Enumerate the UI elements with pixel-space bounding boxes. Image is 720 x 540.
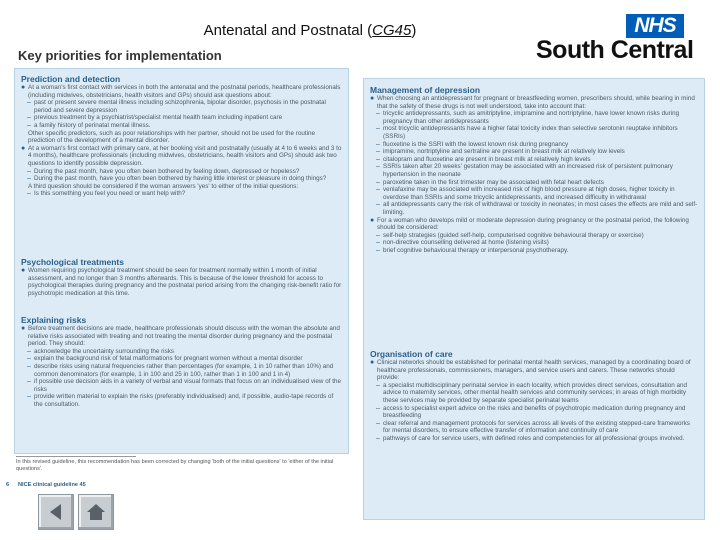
bullet-list xyxy=(21,267,342,297)
section-title: Organisation of care xyxy=(370,349,453,359)
list-item-text: past or present severe mental illness including schizophrenia, bipolar disorder, psychosis in the postnatal period and severe depression xyxy=(34,99,326,114)
section-title: Psychological treatments xyxy=(21,257,124,267)
bullet-icon: ● xyxy=(21,84,26,91)
dash-icon: – xyxy=(376,155,380,163)
list-item xyxy=(28,99,342,114)
list-item xyxy=(377,247,698,255)
footnote: In this revised guideline, this recommendation has been corrected by changing 'both of the initial questions' to 'either of the initial questions'. xyxy=(16,459,334,472)
list-item xyxy=(377,163,698,178)
dash-icon: – xyxy=(376,239,380,247)
list-item xyxy=(370,359,698,382)
bullet-list xyxy=(21,84,342,198)
list-item-text: describe risks using natural frequencies rather than percentages (for example, 1 in 10 rather than 10%) and common denominators (for example, 1 in 100 and 25 in 100, rather than 1 in 100 and 1 in 4) xyxy=(34,362,334,378)
list-item-text: if possible use decision aids in a variety of verbal and visual formats that focus on an individualised view of the risks xyxy=(34,378,341,393)
list-item xyxy=(377,420,698,435)
list-item xyxy=(377,148,698,156)
list-item xyxy=(377,110,698,125)
dash-icon: – xyxy=(27,99,31,107)
home-icon xyxy=(86,502,106,522)
list-item xyxy=(377,405,698,420)
bullet-icon: ● xyxy=(370,95,375,102)
list-item-text: provide written material to explain the risks (preferably individualised) and, if possible, audio-tape records of the consultation. xyxy=(34,393,334,408)
list-item xyxy=(28,393,342,408)
nhs-logo: NHS xyxy=(626,14,684,38)
section-title: Explaining risks xyxy=(21,315,87,325)
list-item-text: clear referral and management protocols for services across all levels of the existing stepped-care frameworks for mental disorders, to ensure effective transfer of information and continuity of care xyxy=(383,419,690,435)
list-item xyxy=(28,348,342,356)
list-item xyxy=(377,141,698,149)
list-item-text: venlafaxine may be associated with increased risk of high blood pressure at high doses, higher toxicity in overdose than SSRIs and some tricyclic antidepressants, and increased difficulty in withdrawal xyxy=(383,186,675,201)
section-depression xyxy=(370,85,698,254)
dash-icon: – xyxy=(27,175,31,183)
list-item xyxy=(377,435,698,443)
list-item-text: most tricyclic antidepressants have a higher fatal toxicity index than selective serotonin reuptake inhibitors (SSRIs) xyxy=(383,125,678,140)
list-item-text: non-directive counselling delivered at home (listening visits) xyxy=(383,239,549,247)
list-item-text: imipramine, nortriptyline and sertraline are present in breast milk at relatively low levels xyxy=(383,148,625,156)
document-heading: Key priorities for implementation xyxy=(18,48,222,63)
list-item xyxy=(377,201,698,216)
list-item-text: access to specialist expert advice on the risks and benefits of psychotropic medication during pregnancy and breastfeeding xyxy=(383,404,686,420)
list-item xyxy=(377,186,698,201)
list-item-text: fluoxetine is the SSRI with the lowest known risk during pregnancy xyxy=(383,140,569,148)
dash-icon: – xyxy=(376,186,380,194)
dash-icon: – xyxy=(376,178,380,186)
list-item-text: a specialist multidisciplinary perinatal service in each locality, which provides direct services, consultation and advice to maternity services, other mental health services and community services; in areas of high morbidity these services may be provided by separate specialist perinatal teams xyxy=(383,381,688,404)
dash-icon: – xyxy=(376,419,380,427)
list-item-text: SSRIs taken after 20 weeks' gestation may be associated with an increased risk of persistent pulmonary hypertension in the neonate xyxy=(383,163,673,178)
bullet-icon: ● xyxy=(21,267,26,274)
dash-icon: – xyxy=(27,378,31,386)
list-item xyxy=(377,125,698,140)
list-item xyxy=(370,216,698,232)
dash-icon: – xyxy=(27,347,31,355)
dash-icon: – xyxy=(27,114,31,122)
dash-icon: – xyxy=(376,381,380,389)
right-panel xyxy=(363,78,705,520)
back-button[interactable] xyxy=(38,494,74,530)
list-item-text: all antidepressants carry the risk of withdrawal or toxicity in neonates; in most cases the effects are mild and self-limiting. xyxy=(383,201,698,216)
list-item-text: brief cognitive behavioural therapy or interpersonal psychotherapy. xyxy=(383,246,569,254)
list-item-text: pathways of care for service users, with defined roles and competencies for all professional groups involved. xyxy=(383,434,685,442)
dash-icon: – xyxy=(27,355,31,363)
bullet-list xyxy=(370,95,698,254)
list-item-text: When choosing an antidepressant for pregnant or breastfeeding women, prescribers should, while bearing in mind that the safety of these drugs is not well understood, take into account that: xyxy=(377,95,695,110)
list-item-text: self-help strategies (guided self-help, computerised cognitive behavioural therapy or exercise) xyxy=(383,231,644,239)
home-button[interactable] xyxy=(78,494,114,530)
section-title: Prediction and detection xyxy=(21,74,121,84)
guideline-link[interactable]: CG45 xyxy=(372,22,412,39)
dash-icon: – xyxy=(376,246,380,254)
list-item xyxy=(28,175,342,183)
list-item-text: Clinical networks should be established for perinatal mental health services, managed by a coordinating board of healthcare professionals, commissioners, managers, and service users and carers. These networks should provide: xyxy=(377,359,691,382)
list-item xyxy=(377,232,698,240)
bullet-icon: ● xyxy=(370,216,375,224)
list-item xyxy=(21,267,342,297)
dash-icon: – xyxy=(376,434,380,442)
list-item-text: citalopram and fluoxetine are present in breast milk at relatively high levels xyxy=(383,155,591,163)
list-item xyxy=(28,114,342,122)
list-item-text: A third question should be considered if the woman answers 'yes' to either of the initial questions: xyxy=(28,182,299,190)
bullet-list xyxy=(21,325,342,409)
dash-icon: – xyxy=(376,110,380,118)
region-name: South Central xyxy=(536,36,694,64)
left-panel xyxy=(14,68,349,454)
list-item xyxy=(28,378,342,393)
dash-icon: – xyxy=(376,140,380,148)
list-item-text: During the past month, have you often been bothered by having little interest or pleasure in doing things? xyxy=(34,175,327,183)
list-item xyxy=(28,355,342,363)
dash-icon: – xyxy=(27,362,31,370)
list-item xyxy=(21,84,342,99)
list-item xyxy=(28,130,342,145)
list-item-text: For a woman who develops mild or moderate depression during pregnancy or the postnatal period, the following should be considered: xyxy=(377,216,689,232)
list-item xyxy=(377,156,698,164)
back-arrow-icon xyxy=(46,502,66,522)
list-item xyxy=(377,179,698,187)
bullet-icon: ● xyxy=(21,325,26,332)
slide-title xyxy=(0,22,620,39)
list-item xyxy=(28,168,342,176)
list-item-text: acknowledge the uncertainty surrounding the risks xyxy=(34,347,175,355)
section-care xyxy=(370,349,698,443)
list-item-text: paroxetine taken in the first trimester may be associated with fetal heart defects xyxy=(383,178,604,186)
section-psychological xyxy=(21,257,342,297)
page-number: 6 xyxy=(6,482,10,488)
dash-icon: – xyxy=(376,125,380,133)
list-item xyxy=(377,239,698,247)
dash-icon: – xyxy=(27,121,31,129)
list-item xyxy=(370,95,698,110)
dash-icon: – xyxy=(27,393,31,401)
dash-icon: – xyxy=(376,201,380,209)
list-item-text: a family history of perinatal mental illness. xyxy=(34,121,151,129)
bullet-icon: ● xyxy=(370,359,375,366)
title-suffix: ) xyxy=(411,22,417,39)
section-risks xyxy=(21,315,342,409)
dash-icon: – xyxy=(27,190,31,198)
section-prediction xyxy=(21,74,342,198)
title-prefix: Antenatal and Postnatal ( xyxy=(203,22,373,39)
list-item xyxy=(28,183,342,191)
page-label: NICE clinical guideline 45 xyxy=(18,482,86,488)
list-item xyxy=(28,122,342,130)
list-item xyxy=(21,144,342,168)
dash-icon: – xyxy=(376,404,380,412)
list-item-text: Other specific predictors, such as poor relationships with her partner, should not be used for the routine prediction of the development of a mental disorder. xyxy=(28,129,316,145)
list-item xyxy=(28,363,342,378)
list-item xyxy=(377,382,698,405)
footnote-divider xyxy=(16,456,136,457)
list-item-text: During the past month, have you often been bothered by feeling down, depressed or hopeless? xyxy=(34,167,300,175)
list-item-text: previous treatment by a psychiatrist/specialist mental health team including inpatient care xyxy=(34,114,283,122)
list-item-text: Before treatment decisions are made, healthcare professionals should discuss with the woman the absolute and relative risks associated with treating and not treating the mental disorder during pregnancy and the postnatal period. They should: xyxy=(28,325,340,348)
dash-icon: – xyxy=(27,167,31,175)
list-item-text: At a woman's first contact with services in both the antenatal and the postnatal periods, healthcare professionals (including midwives, obstetricians, health visitors and GPs) should ask questions about: xyxy=(28,84,341,99)
list-item xyxy=(28,190,342,198)
dash-icon: – xyxy=(376,148,380,156)
list-item xyxy=(21,325,342,348)
list-item-text: Women requiring psychological treatment should be seen for treatment normally within 1 month of initial assessment, and no longer than 3 months afterwards. This is because of the lower threshold for access to psychological therapies during pregnancy and the postnatal period arising from the changing risk-benefit ratio for psychotropic medication at this time. xyxy=(28,267,342,297)
list-item-text: explain the background risk of fetal malformations for pregnant women without a mental disorder xyxy=(34,355,303,363)
dash-icon: – xyxy=(376,163,380,171)
section-title: Management of depression xyxy=(370,85,481,95)
bullet-icon: ● xyxy=(21,144,26,152)
bullet-list xyxy=(370,359,698,443)
list-item-text: At a woman's first contact with primary care, at her booking visit and postnatally (usually at 4 to 6 weeks and 3 to 4 months), healthcare professionals (including midwives, obstetricians, health visitors and GPs) should ask two questions to identify possible depression. xyxy=(28,144,342,167)
list-item-text: tricyclic antidepressants, such as amitriptyline, imipramine and nortriptyline, have lower known risks during pregnancy than other antidepressants xyxy=(383,110,680,125)
dash-icon: – xyxy=(376,231,380,239)
list-item-text: Is this something you feel you need or want help with? xyxy=(34,190,186,198)
